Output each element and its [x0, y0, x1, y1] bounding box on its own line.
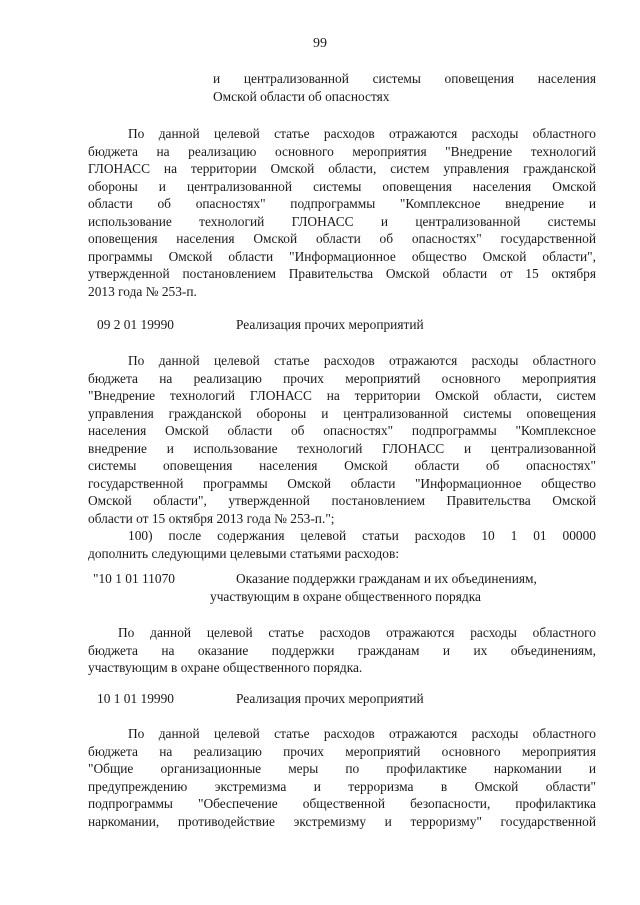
paragraph-line: "Внедрение технологий ГЛОНАСС на территории Омской области, систем [88, 388, 596, 403]
paragraph-line: использование технологий ГЛОНАСС и централизованной системы [88, 214, 596, 229]
paragraph-line: области от 15 октября 2013 года № 253-п."; [88, 511, 335, 526]
paragraph-line: По данной целевой статье расходов отражаются расходы областного [128, 726, 596, 741]
paragraph-line: 100) после содержания целевой статьи расходов 10 1 01 00000 [128, 528, 596, 543]
paragraph-line: По данной целевой статье расходов отражаются расходы областного [128, 353, 596, 368]
paragraph-line: оповещения населения Омской области об опасностях" государственной [88, 231, 596, 246]
paragraph-line: утвержденной постановлением Правительства Омской области от 15 октября [88, 266, 596, 281]
paragraph-line: 2013 года № 253-п. [88, 284, 197, 299]
paragraph-line: бюджета на реализацию основного мероприятия "Внедрение технологий [88, 144, 596, 159]
paragraph-line: бюджета на оказание поддержки гражданам и их объединениям, [88, 643, 596, 658]
paragraph-line: По данной целевой статье расходов отражаются расходы областного [118, 625, 596, 640]
paragraph-line: бюджета на реализацию прочих мероприятий основного мероприятия [88, 371, 596, 386]
paragraph-line: наркомании, противодействие экстремизму и терроризму" государственной [88, 814, 596, 829]
entry-title: Оказание поддержки гражданам и их объединениям, [236, 571, 537, 586]
entry-title: Реализация прочих мероприятий [236, 317, 424, 332]
entry-code: 09 2 01 19990 [97, 317, 174, 332]
paragraph-line: области об опасностях" подпрограммы "Комплексное внедрение и [88, 196, 596, 211]
entry-title: Реализация прочих мероприятий [236, 691, 424, 706]
paragraph-line: внедрение и использование технологий ГЛОНАСС и централизованной [88, 441, 596, 456]
paragraph-line: предупреждению экстремизма и терроризма в Омской области" [88, 779, 596, 794]
paragraph-line: подпрограммы "Обеспечение общественной безопасности, профилактика [88, 796, 596, 811]
heading-line: и централизованной системы оповещения населения [213, 71, 596, 86]
heading-line: Омской области об опасностях [213, 89, 390, 104]
paragraph-line: системы оповещения населения Омской области об опасностях" [88, 458, 596, 473]
paragraph-line: "Общие организационные меры по профилактике наркомании и [88, 761, 596, 776]
paragraph-line: По данной целевой статье расходов отражаются расходы областного [128, 126, 596, 141]
paragraph-line: Омской области", утвержденной постановлением Правительства Омской [88, 493, 596, 508]
entry-title: участвующим в охране общественного порядка [210, 589, 481, 604]
paragraph-line: ГЛОНАСС на территории Омской области, систем управления гражданской [88, 161, 596, 176]
paragraph-line: бюджета на реализацию прочих мероприятий основного мероприятия [88, 744, 596, 759]
paragraph-line: управления гражданской обороны и централизованной системы оповещения [88, 406, 596, 421]
entry-code: 10 1 01 19990 [97, 691, 174, 706]
paragraph-line: участвующим в охране общественного порядка. [88, 660, 363, 675]
page-number: 99 [313, 36, 327, 51]
paragraph-line: государственной программы Омской области "Информационное общество [88, 476, 596, 491]
paragraph-line: дополнить следующими целевыми статьями расходов: [88, 546, 400, 561]
entry-code: "10 1 01 11070 [93, 571, 175, 586]
paragraph-line: обороны и централизованной системы оповещения населения Омской [88, 179, 596, 194]
paragraph-line: населения Омской области об опасностях" подпрограммы "Комплексное [88, 423, 596, 438]
paragraph-line: программы Омской области "Информационное общество Омской области", [88, 249, 596, 264]
